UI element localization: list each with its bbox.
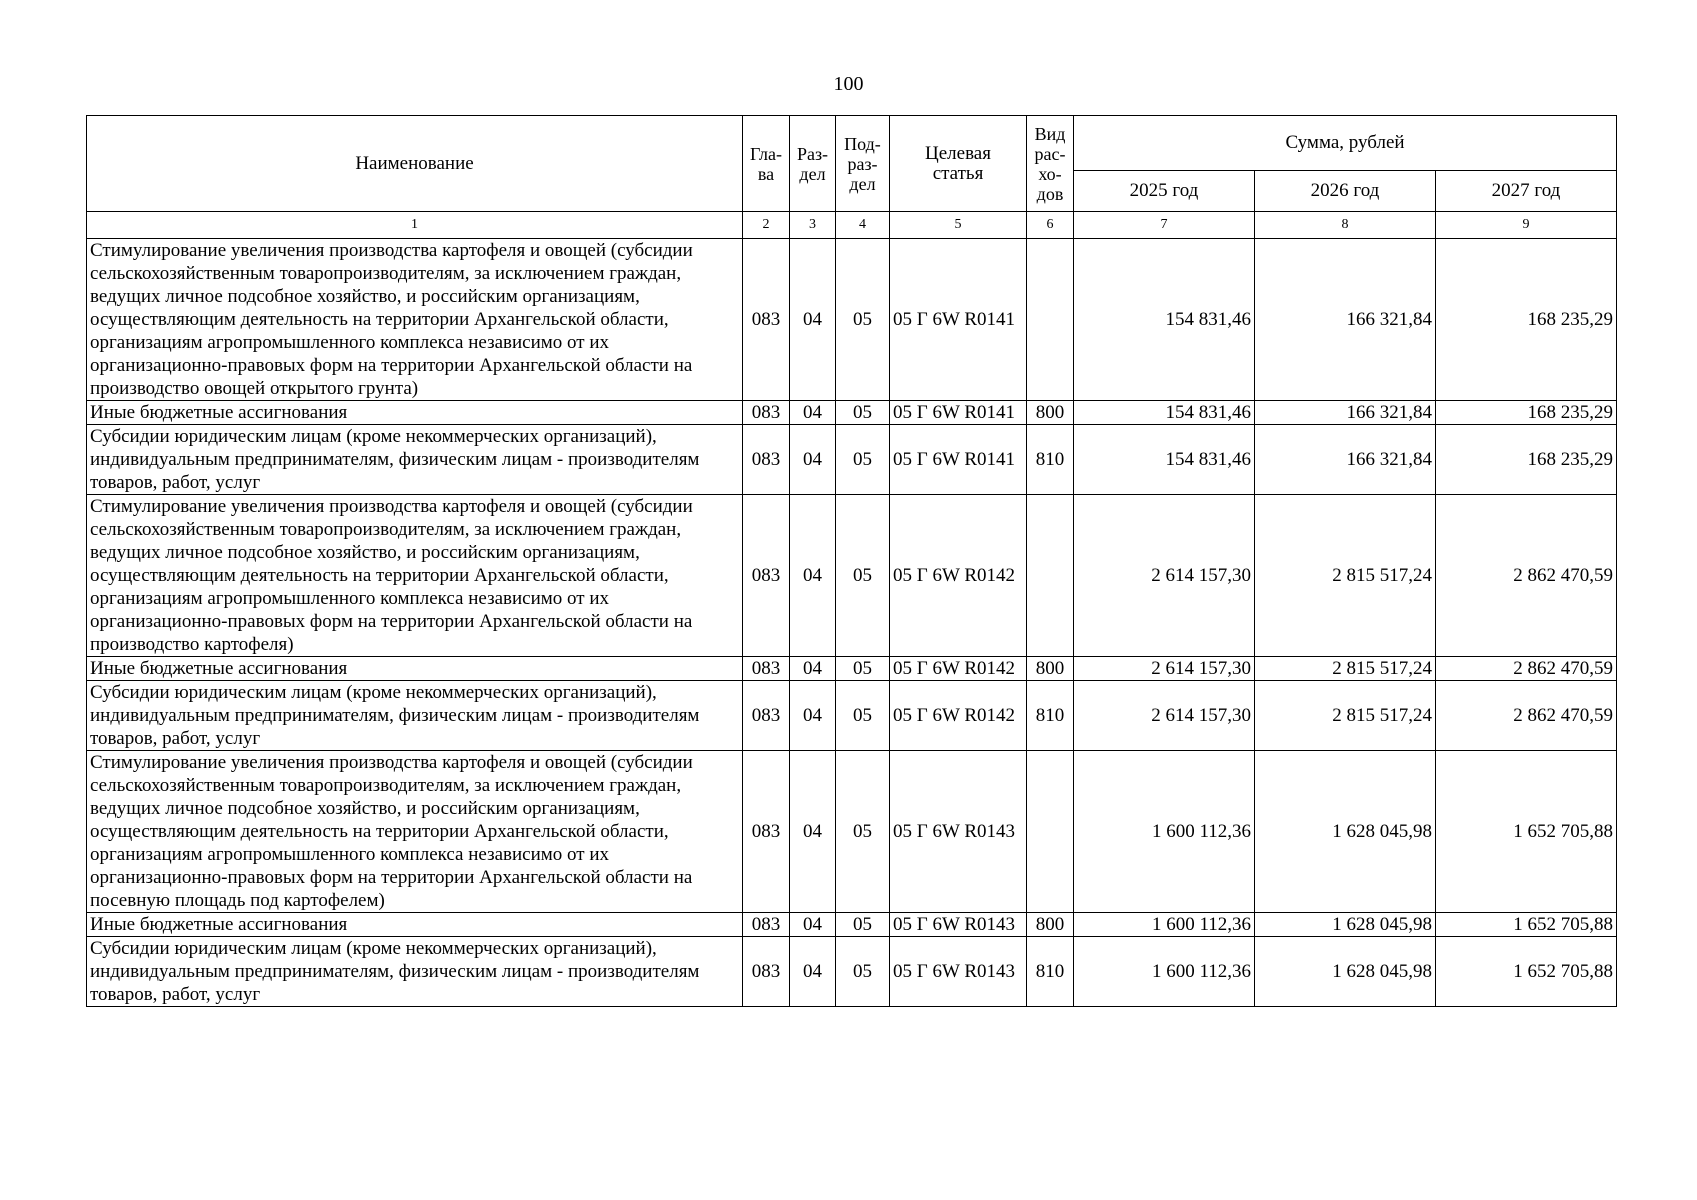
row-subsection: 05 bbox=[836, 495, 890, 657]
row-amount-2025: 1 600 112,36 bbox=[1074, 913, 1255, 937]
row-target-article: 05 Г 6W R0141 bbox=[890, 401, 1027, 425]
row-amount-2027: 2 862 470,59 bbox=[1436, 495, 1617, 657]
row-subsection: 05 bbox=[836, 751, 890, 913]
row-name: Субсидии юридическим лицам (кроме некоммерческих организаций), индивидуальным предпринимателям, физическим лицам - производителям товаров, работ, услуг bbox=[87, 937, 743, 1007]
row-amount-2026: 2 815 517,24 bbox=[1255, 495, 1436, 657]
row-amount-2027: 2 862 470,59 bbox=[1436, 681, 1617, 751]
row-subsection: 05 bbox=[836, 937, 890, 1007]
row-amount-2025: 2 614 157,30 bbox=[1074, 681, 1255, 751]
row-amount-2026: 1 628 045,98 bbox=[1255, 751, 1436, 913]
row-amount-2027: 1 652 705,88 bbox=[1436, 937, 1617, 1007]
column-number: 7 bbox=[1074, 212, 1255, 239]
row-name: Субсидии юридическим лицам (кроме некоммерческих организаций), индивидуальным предпринимателям, физическим лицам - производителям товаров, работ, услуг bbox=[87, 681, 743, 751]
row-section: 04 bbox=[790, 657, 836, 681]
row-amount-2026: 166 321,84 bbox=[1255, 425, 1436, 495]
row-chapter: 083 bbox=[743, 681, 790, 751]
row-subsection: 05 bbox=[836, 425, 890, 495]
row-expense-type: 810 bbox=[1027, 425, 1074, 495]
header-chapter: Гла- ва bbox=[743, 116, 790, 212]
row-amount-2025: 154 831,46 bbox=[1074, 425, 1255, 495]
column-number: 3 bbox=[790, 212, 836, 239]
row-chapter: 083 bbox=[743, 401, 790, 425]
row-section: 04 bbox=[790, 681, 836, 751]
row-name: Стимулирование увеличения производства картофеля и овощей (субсидии сельскохозяйственным товаропроизводителям, за исключением граждан, ведущих личное подсобное хозяйство, и российским организациям, осуществляющим деятельность на территории Архангельской области, организациям агропромышленного комплекса независимо от их организационно-правовых форм на территории Архангельской области на производство овощей открытого грунта) bbox=[87, 239, 743, 401]
row-expense-type: 800 bbox=[1027, 913, 1074, 937]
column-number: 5 bbox=[890, 212, 1027, 239]
header-name: Наименование bbox=[87, 116, 743, 212]
column-number-row bbox=[87, 212, 1617, 239]
row-amount-2026: 2 815 517,24 bbox=[1255, 657, 1436, 681]
row-amount-2026: 166 321,84 bbox=[1255, 239, 1436, 401]
row-amount-2025: 1 600 112,36 bbox=[1074, 751, 1255, 913]
row-amount-2027: 168 235,29 bbox=[1436, 401, 1617, 425]
row-target-article: 05 Г 6W R0143 bbox=[890, 913, 1027, 937]
row-subsection: 05 bbox=[836, 913, 890, 937]
row-name: Стимулирование увеличения производства картофеля и овощей (субсидии сельскохозяйственным товаропроизводителям, за исключением граждан, ведущих личное подсобное хозяйство, и российским организациям, осуществляющим деятельность на территории Архангельской области, организациям агропромышленного комплекса независимо от их организационно-правовых форм на территории Архангельской области на посевную площадь под картофелем) bbox=[87, 751, 743, 913]
table-row bbox=[87, 681, 1617, 751]
table-row bbox=[87, 751, 1617, 913]
column-number: 4 bbox=[836, 212, 890, 239]
row-name: Иные бюджетные ассигнования bbox=[87, 913, 743, 937]
table-row bbox=[87, 425, 1617, 495]
row-name: Иные бюджетные ассигнования bbox=[87, 657, 743, 681]
page-number: 100 bbox=[833, 73, 864, 95]
row-target-article: 05 Г 6W R0142 bbox=[890, 681, 1027, 751]
row-section: 04 bbox=[790, 937, 836, 1007]
row-amount-2026: 1 628 045,98 bbox=[1255, 937, 1436, 1007]
row-chapter: 083 bbox=[743, 751, 790, 913]
row-target-article: 05 Г 6W R0143 bbox=[890, 751, 1027, 913]
row-amount-2025: 2 614 157,30 bbox=[1074, 495, 1255, 657]
table-row bbox=[87, 657, 1617, 681]
row-amount-2025: 154 831,46 bbox=[1074, 239, 1255, 401]
table-row bbox=[87, 401, 1617, 425]
row-amount-2027: 1 652 705,88 bbox=[1436, 913, 1617, 937]
row-amount-2026: 1 628 045,98 bbox=[1255, 913, 1436, 937]
row-expense-type: 800 bbox=[1027, 401, 1074, 425]
row-amount-2025: 154 831,46 bbox=[1074, 401, 1255, 425]
row-subsection: 05 bbox=[836, 239, 890, 401]
row-amount-2027: 168 235,29 bbox=[1436, 239, 1617, 401]
row-subsection: 05 bbox=[836, 681, 890, 751]
row-amount-2027: 1 652 705,88 bbox=[1436, 751, 1617, 913]
row-expense-type: 810 bbox=[1027, 681, 1074, 751]
header-year-2025: 2025 год bbox=[1074, 171, 1255, 212]
column-number: 1 bbox=[87, 212, 743, 239]
row-section: 04 bbox=[790, 401, 836, 425]
row-chapter: 083 bbox=[743, 937, 790, 1007]
header-target-article: Целевая статья bbox=[890, 116, 1027, 212]
row-expense-type: 800 bbox=[1027, 657, 1074, 681]
column-number: 9 bbox=[1436, 212, 1617, 239]
row-amount-2025: 1 600 112,36 bbox=[1074, 937, 1255, 1007]
row-section: 04 bbox=[790, 751, 836, 913]
header-amount-group: Сумма, рублей bbox=[1074, 116, 1617, 171]
row-amount-2027: 2 862 470,59 bbox=[1436, 657, 1617, 681]
row-subsection: 05 bbox=[836, 401, 890, 425]
table-row bbox=[87, 495, 1617, 657]
column-number: 6 bbox=[1027, 212, 1074, 239]
row-amount-2026: 2 815 517,24 bbox=[1255, 681, 1436, 751]
row-expense-type bbox=[1027, 239, 1074, 401]
header-year-2026: 2026 год bbox=[1255, 171, 1436, 212]
row-target-article: 05 Г 6W R0142 bbox=[890, 657, 1027, 681]
budget-table bbox=[86, 115, 1617, 1007]
header-subsection: Под- раз- дел bbox=[836, 116, 890, 212]
row-expense-type bbox=[1027, 495, 1074, 657]
column-number: 2 bbox=[743, 212, 790, 239]
row-section: 04 bbox=[790, 425, 836, 495]
row-target-article: 05 Г 6W R0143 bbox=[890, 937, 1027, 1007]
row-target-article: 05 Г 6W R0141 bbox=[890, 239, 1027, 401]
row-amount-2027: 168 235,29 bbox=[1436, 425, 1617, 495]
row-section: 04 bbox=[790, 495, 836, 657]
row-amount-2026: 166 321,84 bbox=[1255, 401, 1436, 425]
row-target-article: 05 Г 6W R0142 bbox=[890, 495, 1027, 657]
row-chapter: 083 bbox=[743, 239, 790, 401]
header-expense-type: Вид рас- хо- дов bbox=[1027, 116, 1074, 212]
row-name: Стимулирование увеличения производства картофеля и овощей (субсидии сельскохозяйственным товаропроизводителям, за исключением граждан, ведущих личное подсобное хозяйство, и российским организациям, осуществляющим деятельность на территории Архангельской области, организациям агропромышленного комплекса независимо от их организационно-правовых форм на территории Архангельской области на производство картофеля) bbox=[87, 495, 743, 657]
row-subsection: 05 bbox=[836, 657, 890, 681]
header-section: Раз- дел bbox=[790, 116, 836, 212]
row-chapter: 083 bbox=[743, 913, 790, 937]
table-row bbox=[87, 239, 1617, 401]
row-section: 04 bbox=[790, 913, 836, 937]
row-name: Субсидии юридическим лицам (кроме некоммерческих организаций), индивидуальным предпринимателям, физическим лицам - производителям товаров, работ, услуг bbox=[87, 425, 743, 495]
row-chapter: 083 bbox=[743, 495, 790, 657]
row-chapter: 083 bbox=[743, 657, 790, 681]
row-expense-type bbox=[1027, 751, 1074, 913]
row-section: 04 bbox=[790, 239, 836, 401]
row-target-article: 05 Г 6W R0141 bbox=[890, 425, 1027, 495]
row-expense-type: 810 bbox=[1027, 937, 1074, 1007]
row-name: Иные бюджетные ассигнования bbox=[87, 401, 743, 425]
column-number: 8 bbox=[1255, 212, 1436, 239]
row-amount-2025: 2 614 157,30 bbox=[1074, 657, 1255, 681]
table-row bbox=[87, 913, 1617, 937]
header-year-2027: 2027 год bbox=[1436, 171, 1617, 212]
table-row bbox=[87, 937, 1617, 1007]
row-chapter: 083 bbox=[743, 425, 790, 495]
